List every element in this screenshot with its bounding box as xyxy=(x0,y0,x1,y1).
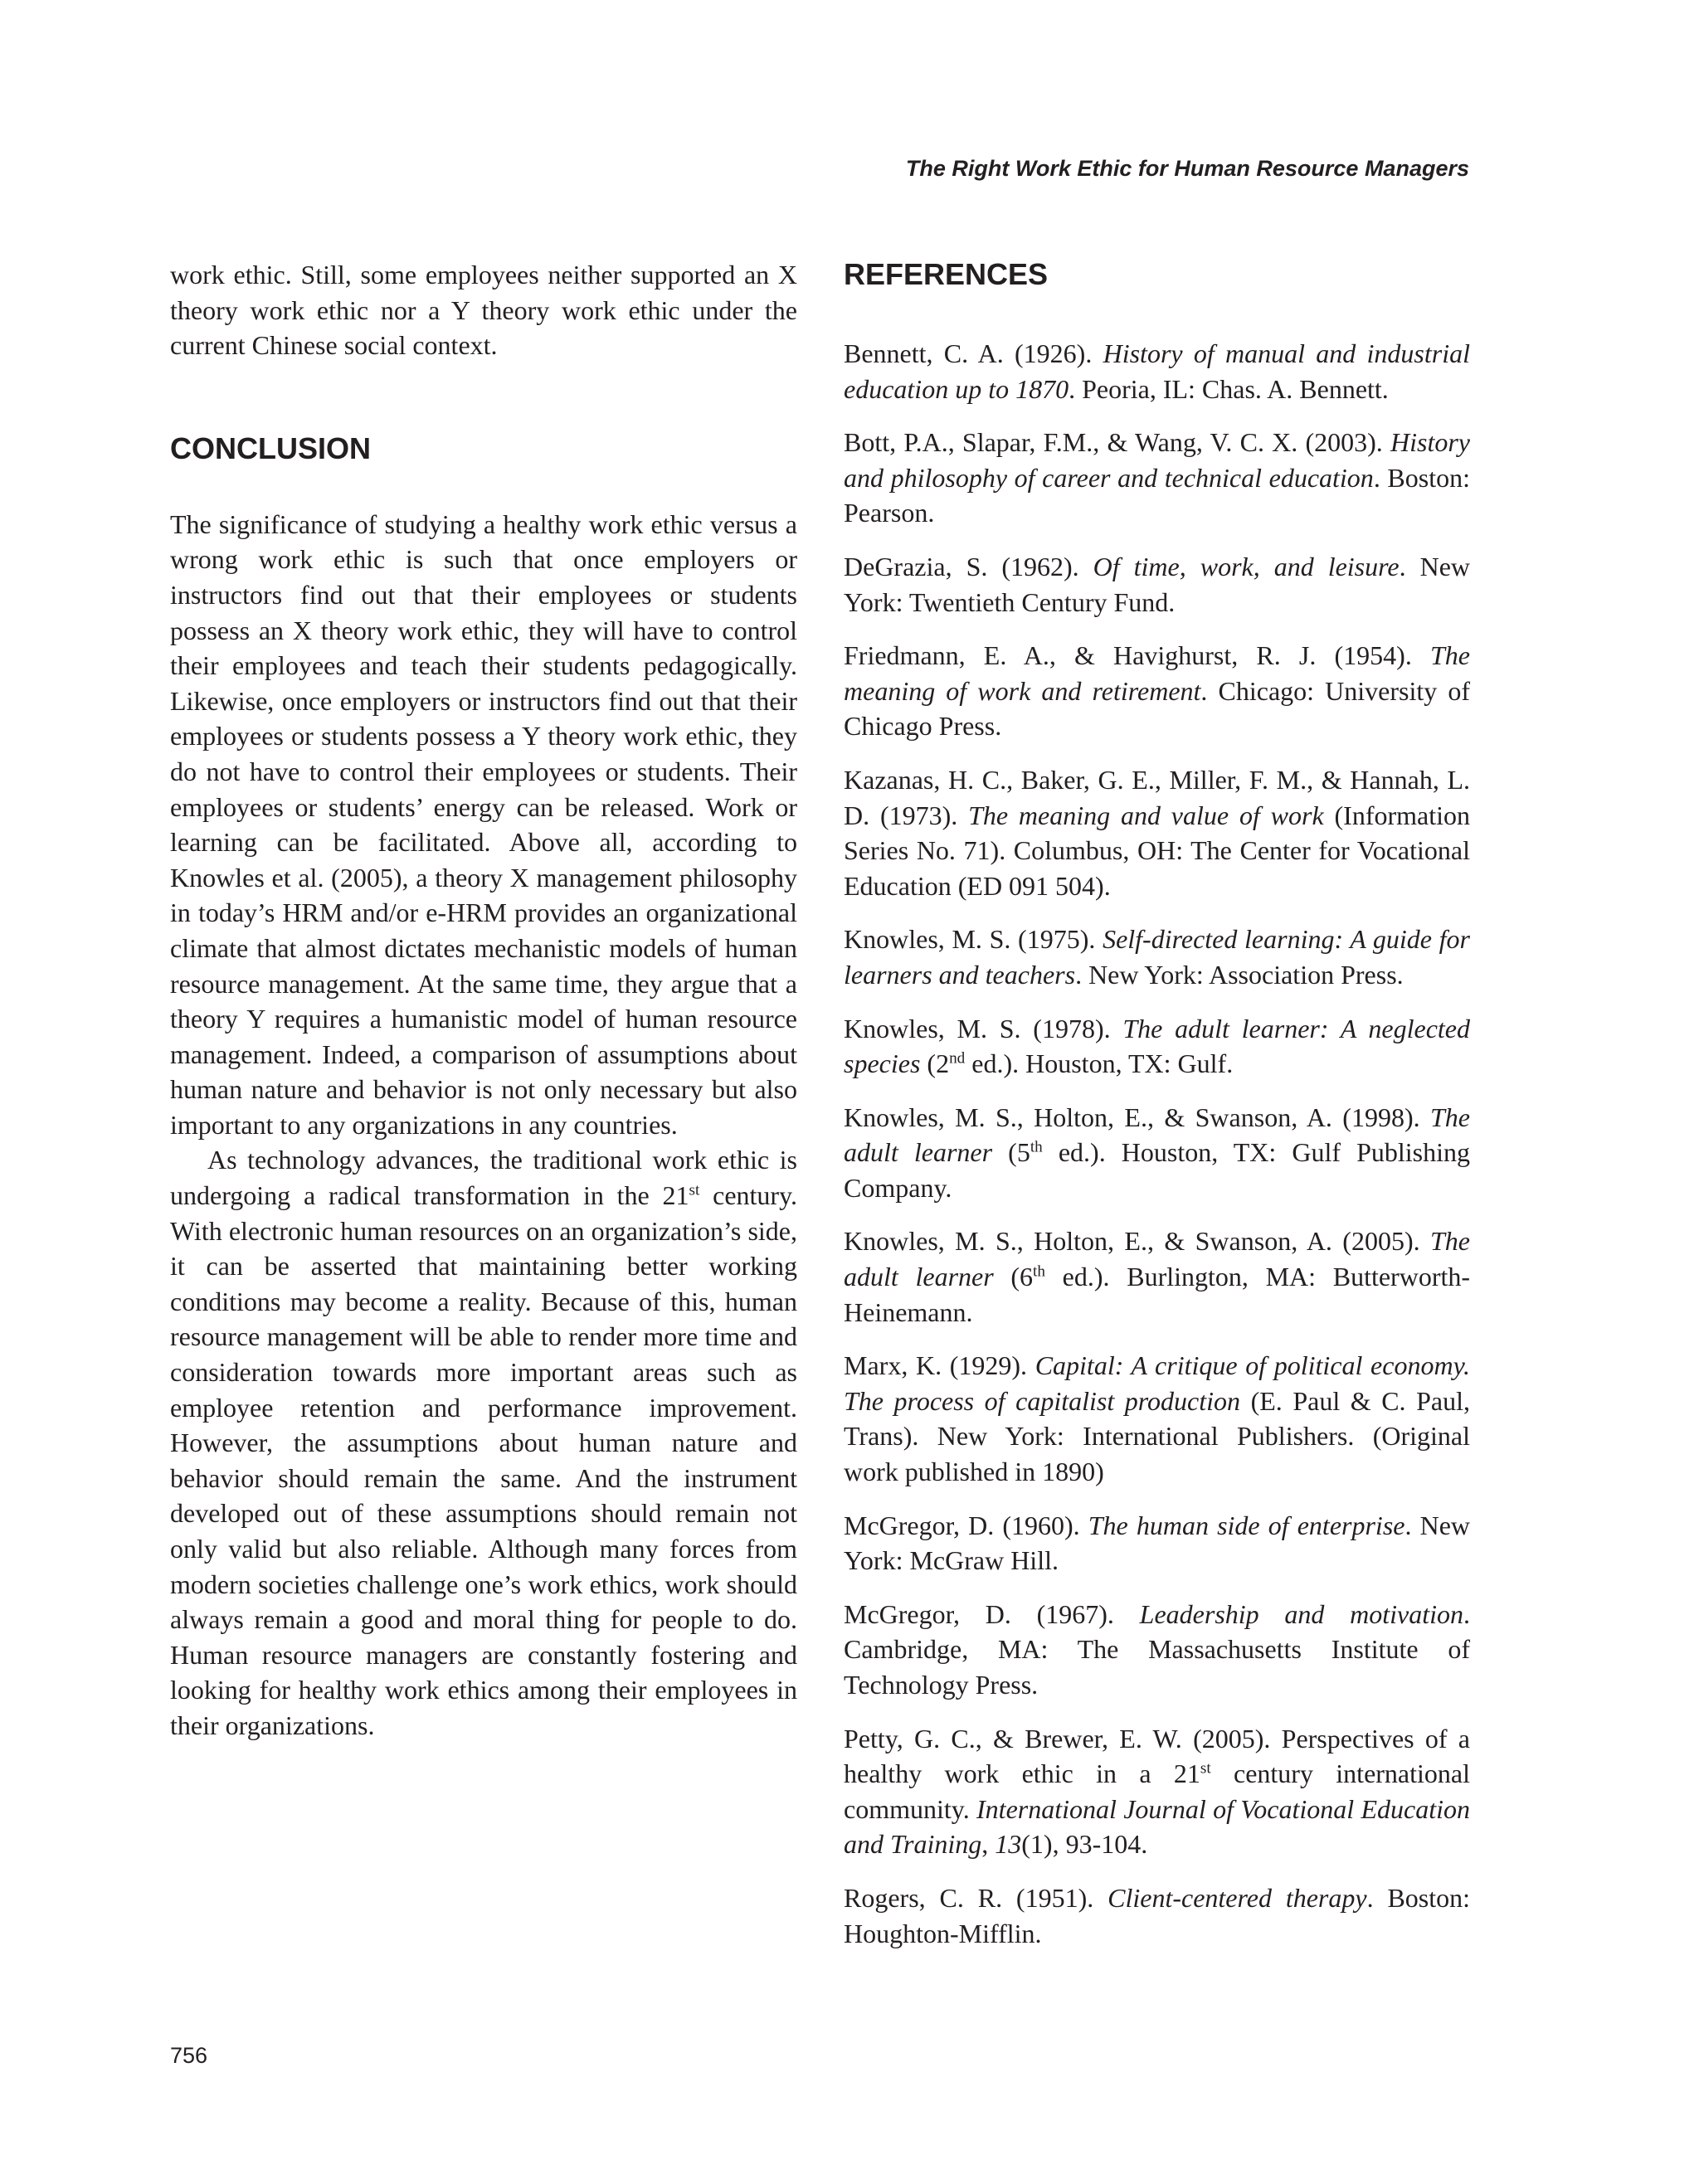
reference-entry xyxy=(844,922,1470,992)
ref-title: Self-directed learning: A guide for learners and teachers xyxy=(844,924,1471,990)
ref-text: . New York: McGraw Hill. xyxy=(844,1510,1471,1576)
ref-text: Bennett, C. A. (1926). xyxy=(844,338,1103,368)
reference-entry xyxy=(844,1348,1470,1489)
ref-text: ed.). Houston, TX: Gulf Publishing Company. xyxy=(844,1137,1471,1203)
reference-entry xyxy=(844,1597,1470,1703)
ref-text: Kazanas, H. C., Baker, G. E., Miller, F. M., & Hannah, L. D. (1973). xyxy=(844,764,1470,830)
ref-title: The adult learner xyxy=(844,1102,1470,1168)
reference-entry xyxy=(844,549,1470,620)
ref-text: Knowles, M. S., Holton, E., & Swanson, A. (1998). xyxy=(844,1102,1430,1132)
ref-title: Client-centered therapy xyxy=(1108,1882,1367,1913)
ref-text: . Boston: Pearson. xyxy=(844,462,1471,528)
ref-text: McGregor, D. (1967). xyxy=(844,1598,1140,1629)
ordinal-suffix: st xyxy=(1200,1759,1211,1778)
ordinal-suffix: th xyxy=(1033,1262,1045,1281)
ref-title: The meaning and value of work xyxy=(968,800,1324,830)
ref-text: (6 xyxy=(993,1262,1034,1292)
running-header: The Right Work Ethic for Human Resource Managers xyxy=(905,156,1469,181)
left-column xyxy=(170,257,797,1744)
reference-entry xyxy=(844,1011,1470,1082)
ref-text: . New York: Twentieth Century Fund. xyxy=(844,551,1471,617)
paragraph-2-part2: century. With electronic human resources on an organization’s side, it can be asserted that maintaining better working conditions may become a reality. Because of this, human resource management will be able to render more time and consideration towards more important areas such as employee retention and performance improvement. However, the assumptions about human nature and behavior should remain the same. And the instrument developed out of these assumptions should remain not only valid but also reliable. Although many forces from modern societies challenge one’s work ethics, work should always remain a good and moral thing for people to do. Human resource managers are constantly fostering and looking for healthy work ethics among their employees in their organizations. xyxy=(170,1180,798,1740)
ref-text: Friedmann, E. A., & Havighurst, R. J. (1954). xyxy=(844,640,1430,671)
ref-text: Knowles, M. S. (1975). xyxy=(844,924,1103,955)
ref-text: , xyxy=(981,1829,996,1860)
ref-text: McGregor, D. (1960). xyxy=(844,1510,1088,1540)
ref-text: Petty, G. C., & Brewer, E. W. (2005). Perspectives of a healthy work ethic in a 21 xyxy=(844,1723,1470,1789)
conclusion-paragraph-2 xyxy=(170,1142,797,1743)
ref-title: The adult learner xyxy=(844,1226,1470,1292)
reference-entry xyxy=(844,425,1470,531)
ref-text: Marx, K. (1929). xyxy=(844,1350,1035,1381)
ref-text: ed.). Burlington, MA: Butterworth-Heinemann. xyxy=(844,1262,1471,1327)
reference-entry xyxy=(844,1880,1470,1951)
ref-title: Leadership and motivation xyxy=(1139,1598,1464,1629)
ordinal-suffix: st xyxy=(689,1181,700,1199)
ref-title: History and philosophy of career and technical education xyxy=(844,427,1470,493)
ref-text: Knowles, M. S., Holton, E., & Swanson, A. (2005). xyxy=(844,1226,1430,1257)
ref-text: (Information Series No. 71). Columbus, OH: The Center for Vocational Education (ED 091 504). xyxy=(844,800,1471,901)
carryover-paragraph: work ethic. Still, some employees neither supported an X theory work ethic nor a Y theory work ethic under the current Chinese social context. xyxy=(170,260,797,361)
reference-entry xyxy=(844,762,1470,903)
ref-title: History of manual and industrial education up to 1870 xyxy=(844,338,1471,404)
reference-entry xyxy=(844,638,1470,744)
ref-text: . Boston: Houghton-Mifflin. xyxy=(844,1882,1471,1948)
ref-title: Of time, work, and leisure xyxy=(1093,551,1400,581)
ref-title: Capital: A critique of political economy. The process of capitalist production xyxy=(844,1350,1471,1416)
ref-volume: 13 xyxy=(995,1829,1022,1860)
ref-text: (2 xyxy=(920,1048,950,1079)
right-column xyxy=(844,257,1470,1969)
page-number: 756 xyxy=(170,2043,208,2068)
ref-text: ed.). Houston, TX: Gulf. xyxy=(965,1048,1234,1079)
ref-text: (5 xyxy=(992,1137,1030,1168)
ref-journal: International Journal of Vocational Education and Training xyxy=(844,1793,1471,1860)
paragraph-2-part1: As technology advances, the traditional work ethic is undergoing a radical transformation in the 21 xyxy=(170,1145,797,1211)
ref-title: The human side of enterprise xyxy=(1088,1510,1405,1540)
ref-text: DeGrazia, S. (1962). xyxy=(844,551,1093,581)
conclusion-heading: CONCLUSION xyxy=(170,430,371,465)
ordinal-suffix: nd xyxy=(949,1049,966,1068)
reference-entry xyxy=(844,1100,1470,1206)
ref-text: . Cambridge, MA: The Massachusetts Institute of Technology Press. xyxy=(844,1598,1471,1700)
references-heading: REFERENCES xyxy=(844,257,1049,291)
reference-entry xyxy=(844,336,1470,406)
ref-text: Bott, P.A., Slapar, F.M., & Wang, V. C. X. (2003). xyxy=(844,427,1390,458)
reference-entry xyxy=(844,1508,1470,1578)
ref-text: (1), 93-104. xyxy=(1021,1829,1148,1860)
ref-text: Rogers, C. R. (1951). xyxy=(844,1882,1108,1913)
ref-text: . Chicago: University of Chicago Press. xyxy=(844,675,1471,742)
ref-title: The meaning of work and retirement xyxy=(844,640,1470,706)
ref-text: Knowles, M. S. (1978). xyxy=(844,1013,1123,1043)
reference-entry xyxy=(844,1721,1470,1862)
conclusion-paragraph-1: The significance of studying a healthy work ethic versus a wrong work ethic is such that once employers or instructors find out that their employees or students possess an X theory work ethic, they will have to control their employees and teach their students pedagogically. Likewise, once employers or instructors find out that their employees or students possess a Y theory work ethic, they do not have to control their employees or students. Their employees or students’ energy can be released. Work or learning can be facilitated. Above all, according to Knowles et al. (2005), a theory X management philosophy in today’s HRM and/or e-HRM provides an organizational climate that almost dictates mechanistic models of human resource management. At the same time, they argue that a theory Y requires a humanistic model of human resource management. Indeed, a comparison of assumptions about human nature and behavior is not only necessary but also important to any organizations in any countries. xyxy=(170,508,797,1140)
ref-text: . New York: Association Press. xyxy=(1075,959,1404,990)
reference-entry xyxy=(844,1223,1470,1330)
ordinal-suffix: th xyxy=(1030,1138,1043,1156)
ref-text: . Peoria, IL: Chas. A. Bennett. xyxy=(1069,373,1389,404)
ref-text: (E. Paul & C. Paul, Trans). New York: International Publishers. (Original work published in 1890) xyxy=(844,1385,1471,1487)
ref-text: century international community. xyxy=(844,1758,1471,1824)
ref-title: The adult learner: A neglected species xyxy=(844,1013,1471,1079)
